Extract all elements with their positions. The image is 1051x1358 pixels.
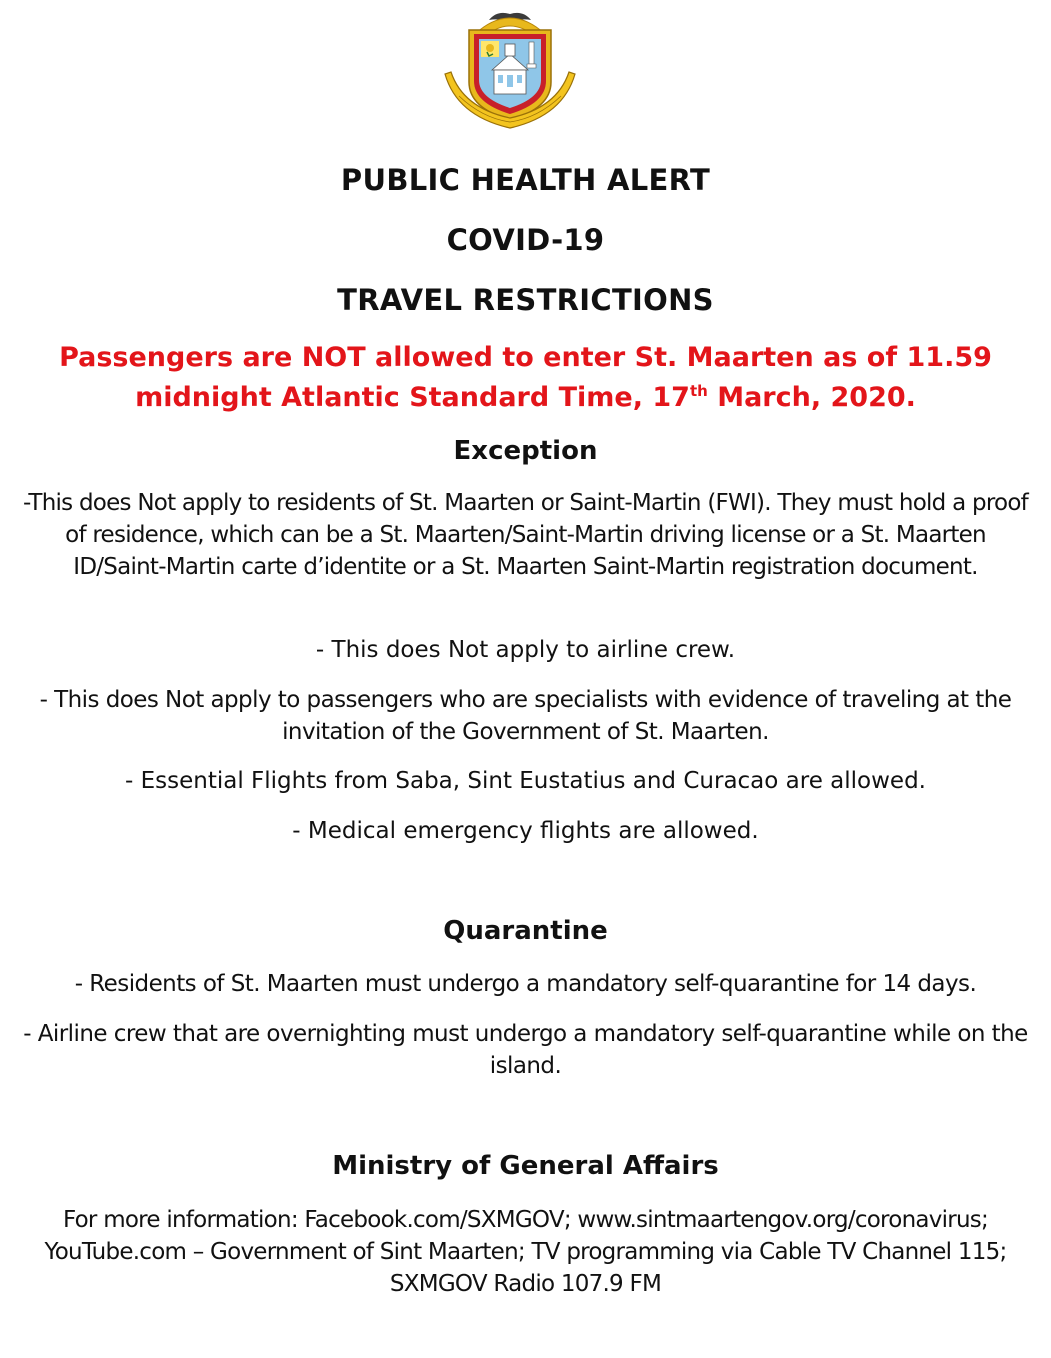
- exception-item-essential-flights: - Essential Flights from Saba, Sint Eustatius and Curacao are allowed.: [125, 768, 926, 794]
- page-subtitle: COVID-19: [446, 223, 605, 257]
- quarantine-item-residents: - Residents of St. Maarten must undergo a mandatory self-quarantine for 14 days.: [74, 971, 977, 997]
- section-heading-travel-restrictions: TRAVEL RESTRICTIONS: [337, 283, 714, 317]
- exception-item-airline-crew: - This does Not apply to airline crew.: [315, 637, 736, 663]
- quarantine-heading: Quarantine: [443, 916, 608, 946]
- more-information-text: For more information: Facebook.com/SXMGOV; www.sintmaartengov.org/coronavirus; YouTube.com – Government of Sint Maarten; TV programming via Cable TV Channel 115; SXMGOV Radio 107.9 FM: [44, 1207, 1007, 1297]
- exception-item-specialists: - This does Not apply to passengers who are specialists with evidence of traveling at the invitation of the Government of St. Maarten.: [39, 687, 1012, 745]
- page-title: PUBLIC HEALTH ALERT: [340, 163, 711, 197]
- exception-item-residents: -This does Not apply to residents of St. Maarten or Saint-Martin (FWI). They must hold a proof of residence, which can be a St. Maarten/Saint-Martin driving license or a St. Maarten ID/Saint-Martin carte d’identite or a St. Maarten Saint-Martin registration document.: [22, 490, 1029, 580]
- entry-ban-line-2: midnight Atlantic Standard Time, 17th March, 2020.: [135, 382, 916, 413]
- ministry-heading: Ministry of General Affairs: [332, 1151, 719, 1181]
- exception-item-medical-flights: - Medical emergency flights are allowed.: [292, 818, 759, 844]
- exception-heading: Exception: [453, 436, 598, 466]
- quarantine-item-airline-crew: - Airline crew that are overnighting must undergo a mandatory self-quarantine while on the island.: [23, 1021, 1028, 1079]
- seal-emblem-icon: [437, 4, 583, 140]
- entry-ban-notice: [20, 338, 1031, 418]
- entry-ban-line-1: Passengers are NOT allowed to enter St. Maarten as of 11.59: [59, 342, 992, 373]
- coat-of-arms-seal: [437, 4, 583, 140]
